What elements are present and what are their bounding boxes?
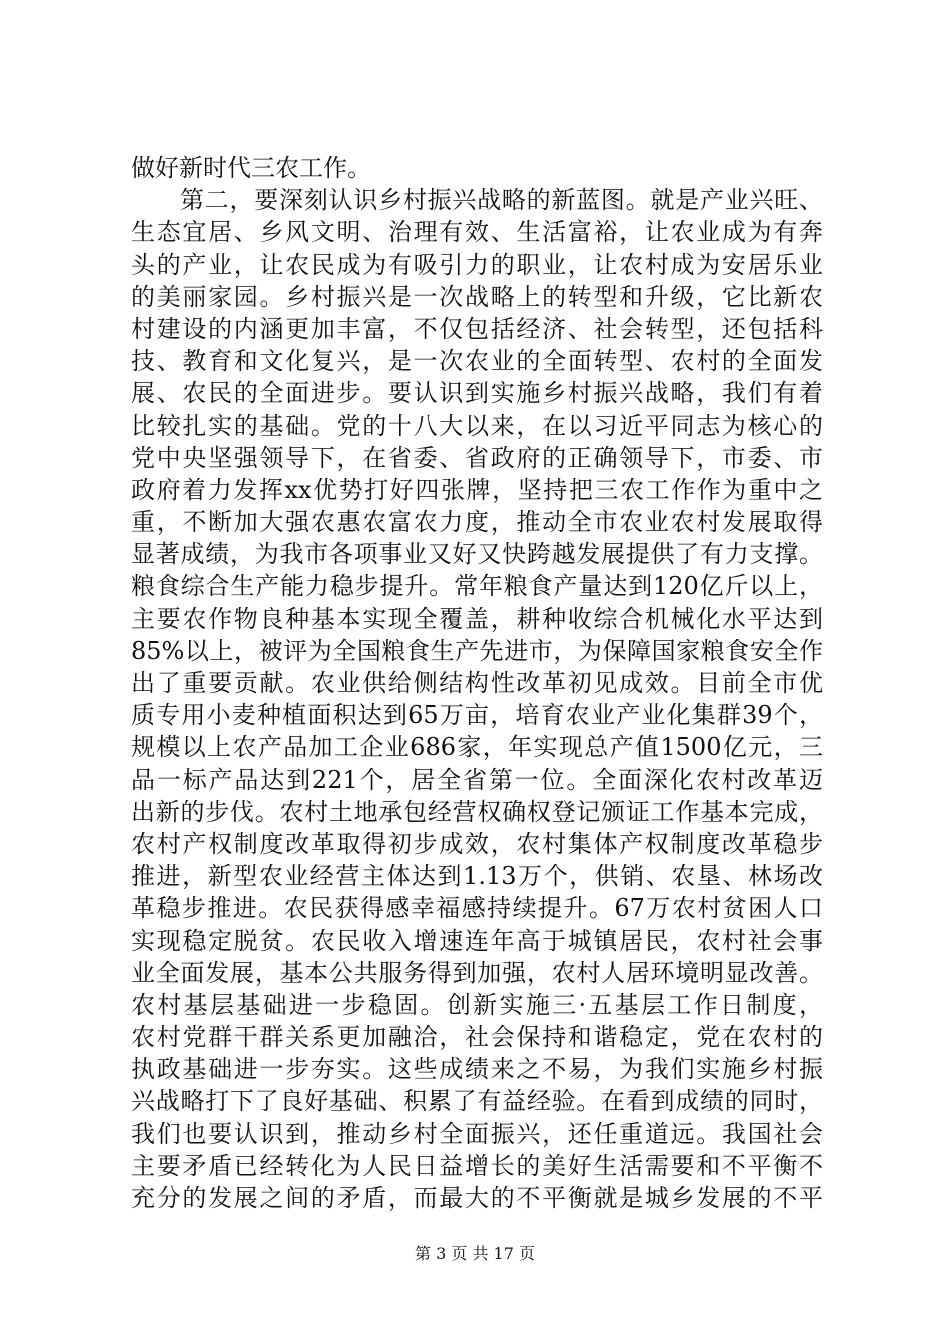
text-line: 农村产权制度改革取得初步成效，农村集体产权制度改革稳步 — [131, 829, 823, 858]
text-line: 推进，新型农业经营主体达到1.13万个，供销、农垦、林场改 — [131, 862, 823, 891]
text-line: 革稳步推进。农民获得感幸福感持续提升。67万农村贫困人口 — [131, 894, 823, 923]
text-line: 主要矛盾已经转化为人民日益增长的美好生活需要和不平衡不 — [131, 1151, 823, 1180]
body-text — [131, 152, 823, 1214]
text-line: 我们也要认识到，推动乡村全面振兴，还任重道远。我国社会 — [131, 1119, 823, 1148]
text-line: 业全面发展，基本公共服务得到加强，农村人居环境明显改善。 — [131, 958, 823, 987]
text-line: 党中央坚强领导下，在省委、省政府的正确领导下，市委、市 — [131, 443, 823, 472]
text-line: 充分的发展之间的矛盾，而最大的不平衡就是城乡发展的不平 — [131, 1184, 823, 1212]
text-line: 兴战略打下了良好基础、积累了有益经验。在看到成绩的同时， — [131, 1087, 823, 1116]
text-line: 出新的步伐。农村土地承包经营权确权登记颁证工作基本完成， — [131, 797, 823, 826]
text-line: 比较扎实的基础。党的十八大以来，在以习近平同志为核心的 — [131, 411, 823, 440]
text-line: 主要农作物良种基本实现全覆盖，耕种收综合机械化水平达到 — [131, 604, 823, 633]
text-line: 村建设的内涵更加丰富，不仅包括经济、社会转型，还包括科 — [131, 314, 823, 343]
text-line: 实现稳定脱贫。农民收入增速连年高于城镇居民，农村社会事 — [131, 926, 823, 955]
text-line: 农村党群干群关系更加融洽，社会保持和谐稳定，党在农村的 — [131, 1023, 823, 1052]
text-line: 85%以上，被评为全国粮食生产先进市，为保障国家粮食安全作 — [131, 636, 823, 665]
text-line: 第二，要深刻认识乡村振兴战略的新蓝图。就是产业兴旺、 — [180, 186, 823, 215]
text-line: 生态宜居、乡风文明、治理有效、生活富裕，让农业成为有奔 — [131, 218, 823, 247]
text-line: 政府着力发挥xx优势打好四张牌，坚持把三农工作作为重中之 — [131, 475, 823, 504]
text-line: 头的产业，让农民成为有吸引力的职业，让农村成为安居乐业 — [131, 250, 823, 279]
text-line: 执政基础进一步夯实。这些成绩来之不易，为我们实施乡村振 — [131, 1055, 823, 1084]
text-line: 农村基层基础进一步稳固。创新实施三·五基层工作日制度， — [131, 990, 823, 1019]
text-line: 做好新时代三农工作。 — [131, 154, 371, 182]
text-line: 规模以上农产品加工企业686家，年实现总产值1500亿元，三 — [131, 733, 823, 762]
text-line: 展、农民的全面进步。要认识到实施乡村振兴战略，我们有着 — [131, 379, 823, 408]
text-line: 质专用小麦种植面积达到65万亩，培育农业产业化集群39个， — [131, 701, 823, 730]
text-line: 粮食综合生产能力稳步提升。常年粮食产量达到120亿斤以上， — [131, 572, 823, 601]
text-line: 技、教育和文化复兴，是一次农业的全面转型、农村的全面发 — [131, 347, 823, 376]
page-number-footer: 第 3 页 共 17 页 — [415, 1244, 535, 1263]
text-line: 的美丽家园。乡村振兴是一次战略上的转型和升级，它比新农 — [131, 282, 823, 311]
text-line: 显著成绩，为我市各项事业又好又快跨越发展提供了有力支撑。 — [131, 540, 823, 569]
text-line: 重，不断加大强农惠农富农力度，推动全市农业农村发展取得 — [131, 508, 823, 537]
text-line: 品一标产品达到221个，居全省第一位。全面深化农村改革迈 — [131, 765, 823, 794]
text-line: 出了重要贡献。农业供给侧结构性改革初见成效。目前全市优 — [131, 669, 823, 697]
